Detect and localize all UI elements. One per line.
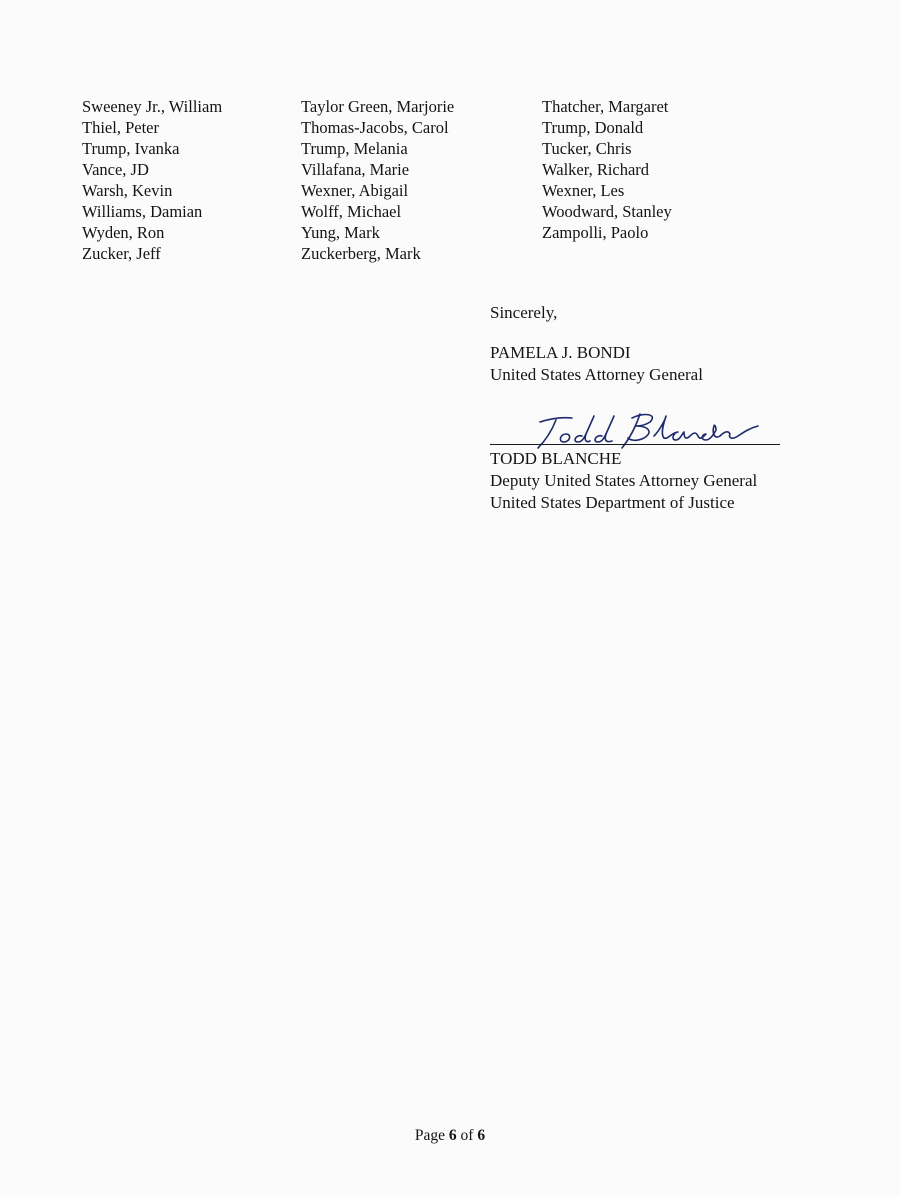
page-prefix: Page <box>414 1127 446 1144</box>
name-entry: Sweeney Jr., William <box>82 97 223 116</box>
page-number <box>0 1126 900 1146</box>
name-column-2 <box>301 96 454 264</box>
name-entry: Walker, Richard <box>542 160 650 179</box>
name-entry: Zucker, Jeff <box>82 244 161 263</box>
name-entry: Zuckerberg, Mark <box>301 244 421 263</box>
name-entry: Thomas-Jacobs, Carol <box>301 118 449 137</box>
signatory-name: TODD BLANCHE <box>490 449 622 468</box>
name-entry: Trump, Melania <box>301 139 408 158</box>
name-entry: Williams, Damian <box>82 202 203 221</box>
name-entry: Villafana, Marie <box>301 160 410 179</box>
signature-block <box>490 408 790 518</box>
page-total: 6 <box>477 1127 486 1144</box>
name-entry: Wyden, Ron <box>82 223 165 242</box>
signer-title: United States Attorney General <box>490 365 703 384</box>
name-entry: Zampolli, Paolo <box>542 223 649 242</box>
page-current: 6 <box>448 1127 457 1144</box>
name-column-3 <box>542 96 672 243</box>
name-entry: Wolff, Michael <box>301 202 402 221</box>
closing-salutation: Sincerely, <box>490 303 558 322</box>
signatory-department: United States Department of Justice <box>490 493 735 512</box>
page-of: of <box>460 1127 474 1144</box>
name-entry: Wexner, Les <box>542 181 625 200</box>
name-entry: Taylor Green, Marjorie <box>301 97 455 116</box>
name-entry: Thatcher, Margaret <box>542 97 669 116</box>
name-entry: Wexner, Abigail <box>301 181 409 200</box>
signatory-details <box>490 448 757 514</box>
name-entry: Trump, Ivanka <box>82 139 180 158</box>
signature-line <box>490 444 780 445</box>
name-entry: Trump, Donald <box>542 118 644 137</box>
name-column-1 <box>82 96 222 264</box>
name-entry: Warsh, Kevin <box>82 181 173 200</box>
signatory-title: Deputy United States Attorney General <box>490 471 758 490</box>
name-entry: Woodward, Stanley <box>542 202 672 221</box>
name-entry: Tucker, Chris <box>542 139 632 158</box>
name-entry: Thiel, Peter <box>82 118 159 137</box>
name-entry: Vance, JD <box>82 160 149 179</box>
signer-name: PAMELA J. BONDI <box>490 343 631 362</box>
name-entry: Yung, Mark <box>301 223 380 242</box>
